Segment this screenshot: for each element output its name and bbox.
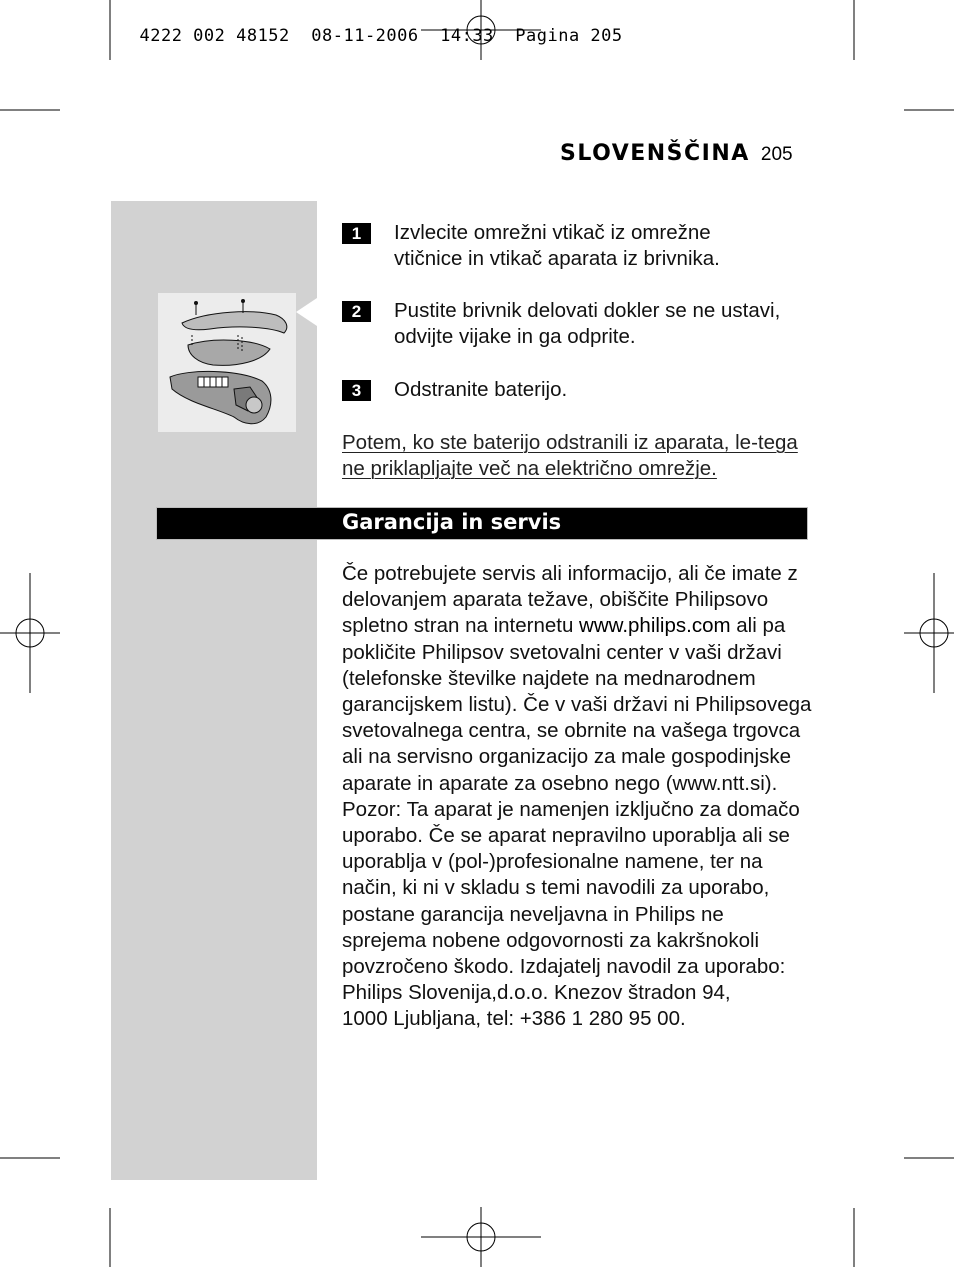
note-line-2: ne priklapljajte več na električno omrežje. — [342, 457, 717, 481]
step-text-1 — [394, 220, 824, 272]
guarantee-line: postane garancija neveljavna in Philips ne — [342, 902, 724, 926]
battery-note — [342, 430, 798, 482]
step-text-2 — [394, 298, 824, 350]
guarantee-line: garancijskem listu). Če v vaši državi ni Philipsovega — [342, 693, 812, 717]
running-header — [560, 141, 793, 166]
guarantee-line: sprejema nobene odgovornosti za kakršnokoli — [342, 928, 760, 952]
step-3-line-1: Odstranite baterijo. — [394, 378, 568, 401]
guarantee-line: Pozor: Ta aparat je namenjen izključno za domačo — [342, 797, 800, 821]
guarantee-line: način, ki ni v skladu s temi navodili za uporabo, — [342, 876, 770, 900]
guarantee-line: ali na servisno organizacijo za male gospodinjske — [342, 745, 791, 769]
guarantee-line — [342, 613, 811, 639]
print-header-page: Pagina 205 — [515, 26, 623, 46]
step-2-line-1: Pustite brivnik delovati dokler se ne ustavi, — [394, 299, 781, 322]
guarantee-text — [342, 561, 811, 1033]
guarantee-line-text: spletno stran na internetu — [342, 614, 580, 638]
illustration-frame — [158, 293, 296, 432]
guarantee-line: svetovalnega centra, se obrnite na vašega trgovca — [342, 719, 801, 743]
guarantee-line: (telefonske številke najdete na mednarodnem — [342, 666, 756, 690]
guarantee-line: uporablja v (pol-)profesionalne namene, ter na — [342, 850, 763, 874]
guarantee-line: aparate in aparate za osebno nego (www.ntt.si). — [342, 771, 778, 795]
illustration-pointer — [296, 298, 318, 326]
guarantee-line: Če potrebujete servis ali informacijo, ali če imate z — [342, 562, 798, 585]
guarantee-line: pokličite Philipsov svetovalni center v vaši državi — [342, 640, 782, 664]
print-header-date: 08-11-2006 — [311, 26, 419, 46]
guarantee-line: uporabo. Če se aparat nepravilno uporablja ali se — [342, 824, 790, 848]
guarantee-line: povzročeno škodo. Izdajatelj navodil za uporabo: — [342, 955, 786, 979]
note-line-1: Potem, ko ste baterijo odstranili iz aparata, le-tega — [342, 431, 798, 454]
step-number-2: 2 — [342, 301, 371, 322]
step-text-3 — [394, 377, 824, 403]
print-header-time: 14:33 — [440, 26, 494, 46]
shaver-disassembly-icon — [158, 293, 296, 432]
guarantee-line: delovanjem aparata težave, obiščite Philipsovo — [342, 588, 769, 612]
page-number: 205 — [760, 144, 793, 165]
step-number-3: 3 — [342, 380, 371, 401]
section-title: Garancija in servis — [342, 510, 562, 534]
guarantee-line-text: ali pa — [730, 614, 786, 638]
step-number-1: 1 — [342, 223, 371, 244]
step-2-line-2: odvijte vijake in ga odprite. — [394, 325, 636, 349]
language-title: SLOVENŠČINA — [560, 141, 750, 166]
philips-website-link[interactable]: www.philips.com — [579, 614, 731, 638]
step-1-line-1: Izvlecite omrežni vtikač iz omrežne — [394, 221, 711, 244]
print-header-code: 4222 002 48152 — [139, 26, 290, 46]
guarantee-line: Philips Slovenija,d.o.o. Knezov štradon 94, — [342, 981, 731, 1005]
step-1-line-2: vtičnice in vtikač aparata iz brivnika. — [394, 247, 720, 271]
guarantee-line: 1000 Ljubljana, tel: +386 1 280 95 00. — [342, 1007, 686, 1031]
